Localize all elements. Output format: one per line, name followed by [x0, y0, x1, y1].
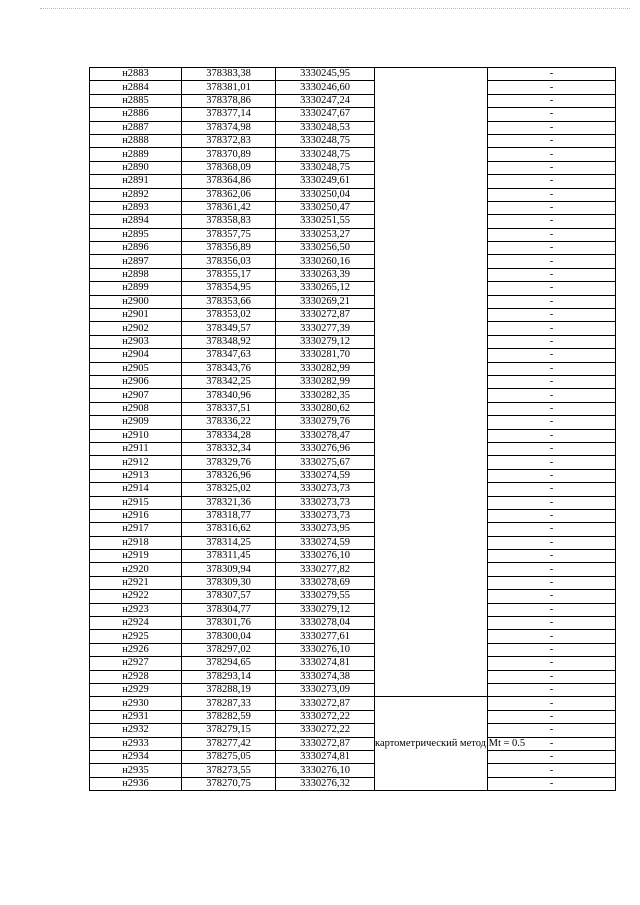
note-cell: -	[488, 349, 616, 362]
table-row	[90, 737, 616, 750]
point-id-cell: н2883	[90, 68, 182, 81]
point-id-cell: н2932	[90, 724, 182, 737]
table-row	[90, 697, 616, 710]
point-id-cell: н2921	[90, 576, 182, 589]
x-coordinate-cell: 378374,98	[182, 121, 276, 134]
x-coordinate-cell: 378347,63	[182, 349, 276, 362]
note-cell: -	[488, 322, 616, 335]
note-cell: -	[488, 402, 616, 415]
y-coordinate-cell: 3330280,62	[276, 402, 375, 415]
point-id-cell: н2927	[90, 657, 182, 670]
point-id-cell: н2929	[90, 683, 182, 696]
point-id-cell: н2918	[90, 536, 182, 549]
x-coordinate-cell: 378372,83	[182, 134, 276, 147]
point-id-cell: н2926	[90, 643, 182, 656]
point-id-cell: н2895	[90, 228, 182, 241]
note-cell: -	[488, 201, 616, 214]
x-coordinate-cell: 378357,75	[182, 228, 276, 241]
x-coordinate-cell: 378325,02	[182, 483, 276, 496]
note-cell: -	[488, 710, 616, 723]
point-id-cell: н2910	[90, 429, 182, 442]
note-cell: -	[488, 416, 616, 429]
note-cell: -	[488, 242, 616, 255]
point-id-cell: н2909	[90, 416, 182, 429]
note-cell: -	[488, 161, 616, 174]
y-coordinate-cell: 3330272,22	[276, 710, 375, 723]
x-coordinate-cell: 378348,92	[182, 335, 276, 348]
point-id-cell: н2884	[90, 81, 182, 94]
y-coordinate-cell: 3330274,81	[276, 750, 375, 763]
y-coordinate-cell: 3330279,55	[276, 590, 375, 603]
table-row	[90, 509, 616, 522]
x-coordinate-cell: 378326,96	[182, 469, 276, 482]
note-cell: -	[488, 737, 616, 750]
y-coordinate-cell: 3330277,61	[276, 630, 375, 643]
y-coordinate-cell: 3330274,81	[276, 657, 375, 670]
note-cell: -	[488, 643, 616, 656]
point-id-cell: н2902	[90, 322, 182, 335]
y-coordinate-cell: 3330273,73	[276, 509, 375, 522]
y-coordinate-cell: 3330246,60	[276, 81, 375, 94]
y-coordinate-cell: 3330247,24	[276, 94, 375, 107]
table-row	[90, 683, 616, 696]
note-cell: -	[488, 750, 616, 763]
x-coordinate-cell: 378297,02	[182, 643, 276, 656]
x-coordinate-cell: 378293,14	[182, 670, 276, 683]
note-cell: -	[488, 550, 616, 563]
table-row	[90, 657, 616, 670]
x-coordinate-cell: 378277,42	[182, 737, 276, 750]
y-coordinate-cell: 3330248,53	[276, 121, 375, 134]
point-id-cell: н2924	[90, 617, 182, 630]
x-coordinate-cell: 378301,76	[182, 617, 276, 630]
point-id-cell: н2906	[90, 375, 182, 388]
x-coordinate-cell: 378334,28	[182, 429, 276, 442]
point-id-cell: н2920	[90, 563, 182, 576]
note-cell: -	[488, 81, 616, 94]
point-id-cell: н2934	[90, 750, 182, 763]
y-coordinate-cell: 3330273,73	[276, 483, 375, 496]
y-coordinate-cell: 3330250,47	[276, 201, 375, 214]
x-coordinate-cell: 378318,77	[182, 509, 276, 522]
note-cell: -	[488, 94, 616, 107]
point-id-cell: н2904	[90, 349, 182, 362]
y-coordinate-cell: 3330277,82	[276, 563, 375, 576]
table-row	[90, 255, 616, 268]
x-coordinate-cell: 378336,22	[182, 416, 276, 429]
method-cell: картометрический метод Mt = 0.5	[375, 697, 488, 791]
x-coordinate-cell: 378316,62	[182, 523, 276, 536]
y-coordinate-cell: 3330274,38	[276, 670, 375, 683]
x-coordinate-cell: 378378,86	[182, 94, 276, 107]
point-id-cell: н2908	[90, 402, 182, 415]
point-id-cell: н2913	[90, 469, 182, 482]
x-coordinate-cell: 378275,05	[182, 750, 276, 763]
y-coordinate-cell: 3330276,10	[276, 643, 375, 656]
y-coordinate-cell: 3330276,10	[276, 550, 375, 563]
x-coordinate-cell: 378362,06	[182, 188, 276, 201]
point-id-cell: н2887	[90, 121, 182, 134]
x-coordinate-cell: 378368,09	[182, 161, 276, 174]
y-coordinate-cell: 3330277,39	[276, 322, 375, 335]
x-coordinate-cell: 378355,17	[182, 268, 276, 281]
point-id-cell: н2892	[90, 188, 182, 201]
y-coordinate-cell: 3330279,12	[276, 335, 375, 348]
point-id-cell: н2898	[90, 268, 182, 281]
y-coordinate-cell: 3330253,27	[276, 228, 375, 241]
note-cell: -	[488, 295, 616, 308]
table-row	[90, 295, 616, 308]
point-id-cell: н2890	[90, 161, 182, 174]
note-cell: -	[488, 670, 616, 683]
y-coordinate-cell: 3330273,09	[276, 683, 375, 696]
y-coordinate-cell: 3330272,87	[276, 737, 375, 750]
y-coordinate-cell: 3330272,87	[276, 309, 375, 322]
scan-top-rule	[40, 8, 630, 9]
table-row	[90, 617, 616, 630]
point-id-cell: н2893	[90, 201, 182, 214]
point-id-cell: н2907	[90, 389, 182, 402]
point-id-cell: н2935	[90, 764, 182, 777]
x-coordinate-cell: 378287,33	[182, 697, 276, 710]
y-coordinate-cell: 3330245,95	[276, 68, 375, 81]
note-cell: -	[488, 590, 616, 603]
note-cell: -	[488, 68, 616, 81]
point-id-cell: н2917	[90, 523, 182, 536]
y-coordinate-cell: 3330276,96	[276, 442, 375, 455]
y-coordinate-cell: 3330249,61	[276, 175, 375, 188]
table-row	[90, 402, 616, 415]
note-cell: -	[488, 268, 616, 281]
note-cell: -	[488, 456, 616, 469]
point-id-cell: н2916	[90, 509, 182, 522]
point-id-cell: н2891	[90, 175, 182, 188]
x-coordinate-cell: 378383,38	[182, 68, 276, 81]
table-row	[90, 777, 616, 790]
note-cell: -	[488, 724, 616, 737]
note-cell: -	[488, 523, 616, 536]
table-row	[90, 483, 616, 496]
x-coordinate-cell: 378337,51	[182, 402, 276, 415]
x-coordinate-cell: 378340,96	[182, 389, 276, 402]
note-cell: -	[488, 536, 616, 549]
point-id-cell: н2894	[90, 215, 182, 228]
table-row	[90, 416, 616, 429]
x-coordinate-cell: 378300,04	[182, 630, 276, 643]
point-id-cell: н2897	[90, 255, 182, 268]
table-row	[90, 442, 616, 455]
x-coordinate-cell: 378343,76	[182, 362, 276, 375]
table-row	[90, 121, 616, 134]
coordinates-table	[89, 67, 616, 791]
table-row	[90, 148, 616, 161]
point-id-cell: н2886	[90, 108, 182, 121]
note-cell: -	[488, 389, 616, 402]
x-coordinate-cell: 378353,02	[182, 309, 276, 322]
note-cell: -	[488, 309, 616, 322]
note-cell: -	[488, 630, 616, 643]
table-row	[90, 750, 616, 763]
x-coordinate-cell: 378353,66	[182, 295, 276, 308]
method-cell	[375, 68, 488, 697]
x-coordinate-cell: 378288,19	[182, 683, 276, 696]
note-cell: -	[488, 215, 616, 228]
table-row	[90, 335, 616, 348]
coordinates-table-body	[90, 68, 616, 791]
x-coordinate-cell: 378342,25	[182, 375, 276, 388]
table-row	[90, 375, 616, 388]
note-cell: -	[488, 496, 616, 509]
x-coordinate-cell: 378349,57	[182, 322, 276, 335]
table-row	[90, 456, 616, 469]
x-coordinate-cell: 378358,83	[182, 215, 276, 228]
y-coordinate-cell: 3330263,39	[276, 268, 375, 281]
x-coordinate-cell: 378279,15	[182, 724, 276, 737]
note-cell: -	[488, 375, 616, 388]
note-cell: -	[488, 697, 616, 710]
note-cell: -	[488, 134, 616, 147]
y-coordinate-cell: 3330251,55	[276, 215, 375, 228]
table-row	[90, 550, 616, 563]
point-id-cell: н2915	[90, 496, 182, 509]
point-id-cell: н2923	[90, 603, 182, 616]
point-id-cell: н2889	[90, 148, 182, 161]
x-coordinate-cell: 378270,75	[182, 777, 276, 790]
y-coordinate-cell: 3330256,50	[276, 242, 375, 255]
x-coordinate-cell: 378273,55	[182, 764, 276, 777]
x-coordinate-cell: 378332,34	[182, 442, 276, 455]
note-cell: -	[488, 108, 616, 121]
table-row	[90, 563, 616, 576]
point-id-cell: н2901	[90, 309, 182, 322]
note-cell: -	[488, 563, 616, 576]
table-row	[90, 188, 616, 201]
table-row	[90, 215, 616, 228]
table-row	[90, 309, 616, 322]
y-coordinate-cell: 3330265,12	[276, 282, 375, 295]
note-cell: -	[488, 228, 616, 241]
table-row	[90, 349, 616, 362]
y-coordinate-cell: 3330269,21	[276, 295, 375, 308]
table-row	[90, 282, 616, 295]
note-cell: -	[488, 483, 616, 496]
table-row	[90, 496, 616, 509]
y-coordinate-cell: 3330275,67	[276, 456, 375, 469]
y-coordinate-cell: 3330282,99	[276, 362, 375, 375]
table-row	[90, 590, 616, 603]
point-id-cell: н2931	[90, 710, 182, 723]
point-id-cell: н2928	[90, 670, 182, 683]
x-coordinate-cell: 378364,86	[182, 175, 276, 188]
table-row	[90, 134, 616, 147]
note-cell: -	[488, 469, 616, 482]
table-row	[90, 724, 616, 737]
x-coordinate-cell: 378381,01	[182, 81, 276, 94]
x-coordinate-cell: 378321,36	[182, 496, 276, 509]
table-row	[90, 81, 616, 94]
y-coordinate-cell: 3330276,10	[276, 764, 375, 777]
table-row	[90, 161, 616, 174]
x-coordinate-cell: 378329,76	[182, 456, 276, 469]
note-cell: -	[488, 764, 616, 777]
y-coordinate-cell: 3330274,59	[276, 536, 375, 549]
x-coordinate-cell: 378311,45	[182, 550, 276, 563]
point-id-cell: н2936	[90, 777, 182, 790]
y-coordinate-cell: 3330248,75	[276, 134, 375, 147]
table-row	[90, 603, 616, 616]
point-id-cell: н2903	[90, 335, 182, 348]
y-coordinate-cell: 3330273,95	[276, 523, 375, 536]
x-coordinate-cell: 378356,89	[182, 242, 276, 255]
x-coordinate-cell: 378356,03	[182, 255, 276, 268]
table-row	[90, 576, 616, 589]
table-row	[90, 94, 616, 107]
note-cell: -	[488, 175, 616, 188]
note-cell: -	[488, 148, 616, 161]
point-id-cell: н2912	[90, 456, 182, 469]
x-coordinate-cell: 378314,25	[182, 536, 276, 549]
note-cell: -	[488, 442, 616, 455]
x-coordinate-cell: 378370,89	[182, 148, 276, 161]
table-row	[90, 710, 616, 723]
note-cell: -	[488, 188, 616, 201]
note-cell: -	[488, 282, 616, 295]
y-coordinate-cell: 3330250,04	[276, 188, 375, 201]
x-coordinate-cell: 378354,95	[182, 282, 276, 295]
note-cell: -	[488, 429, 616, 442]
point-id-cell: н2933	[90, 737, 182, 750]
y-coordinate-cell: 3330273,73	[276, 496, 375, 509]
x-coordinate-cell: 378294,65	[182, 657, 276, 670]
x-coordinate-cell: 378309,94	[182, 563, 276, 576]
point-id-cell: н2911	[90, 442, 182, 455]
table-row	[90, 429, 616, 442]
table-row	[90, 362, 616, 375]
y-coordinate-cell: 3330278,04	[276, 617, 375, 630]
note-cell: -	[488, 617, 616, 630]
y-coordinate-cell: 3330247,67	[276, 108, 375, 121]
note-cell: -	[488, 683, 616, 696]
note-cell: -	[488, 121, 616, 134]
table-row	[90, 469, 616, 482]
table-row	[90, 630, 616, 643]
x-coordinate-cell: 378377,14	[182, 108, 276, 121]
table-row	[90, 322, 616, 335]
y-coordinate-cell: 3330274,59	[276, 469, 375, 482]
y-coordinate-cell: 3330278,69	[276, 576, 375, 589]
x-coordinate-cell: 378304,77	[182, 603, 276, 616]
x-coordinate-cell: 378361,42	[182, 201, 276, 214]
point-id-cell: н2888	[90, 134, 182, 147]
y-coordinate-cell: 3330276,32	[276, 777, 375, 790]
point-id-cell: н2930	[90, 697, 182, 710]
table-row	[90, 108, 616, 121]
point-id-cell: н2885	[90, 94, 182, 107]
y-coordinate-cell: 3330279,76	[276, 416, 375, 429]
point-id-cell: н2899	[90, 282, 182, 295]
table-row	[90, 389, 616, 402]
table-row	[90, 536, 616, 549]
table-row	[90, 68, 616, 81]
note-cell: -	[488, 255, 616, 268]
table-row	[90, 242, 616, 255]
table-row	[90, 643, 616, 656]
note-cell: -	[488, 576, 616, 589]
table-row	[90, 175, 616, 188]
table-row	[90, 523, 616, 536]
y-coordinate-cell: 3330282,35	[276, 389, 375, 402]
y-coordinate-cell: 3330260,16	[276, 255, 375, 268]
point-id-cell: н2905	[90, 362, 182, 375]
table-row	[90, 670, 616, 683]
y-coordinate-cell: 3330272,87	[276, 697, 375, 710]
table-row	[90, 268, 616, 281]
point-id-cell: н2919	[90, 550, 182, 563]
note-cell: -	[488, 509, 616, 522]
x-coordinate-cell: 378307,57	[182, 590, 276, 603]
y-coordinate-cell: 3330281,70	[276, 349, 375, 362]
note-cell: -	[488, 335, 616, 348]
y-coordinate-cell: 3330272,22	[276, 724, 375, 737]
point-id-cell: н2914	[90, 483, 182, 496]
y-coordinate-cell: 3330282,99	[276, 375, 375, 388]
x-coordinate-cell: 378309,30	[182, 576, 276, 589]
note-cell: -	[488, 657, 616, 670]
note-cell: -	[488, 603, 616, 616]
point-id-cell: н2925	[90, 630, 182, 643]
y-coordinate-cell: 3330279,12	[276, 603, 375, 616]
point-id-cell: н2896	[90, 242, 182, 255]
note-cell: -	[488, 777, 616, 790]
table-row	[90, 201, 616, 214]
point-id-cell: н2900	[90, 295, 182, 308]
y-coordinate-cell: 3330248,75	[276, 161, 375, 174]
x-coordinate-cell: 378282,59	[182, 710, 276, 723]
table-row	[90, 764, 616, 777]
y-coordinate-cell: 3330248,75	[276, 148, 375, 161]
note-cell: -	[488, 362, 616, 375]
table-row	[90, 228, 616, 241]
point-id-cell: н2922	[90, 590, 182, 603]
y-coordinate-cell: 3330278,47	[276, 429, 375, 442]
